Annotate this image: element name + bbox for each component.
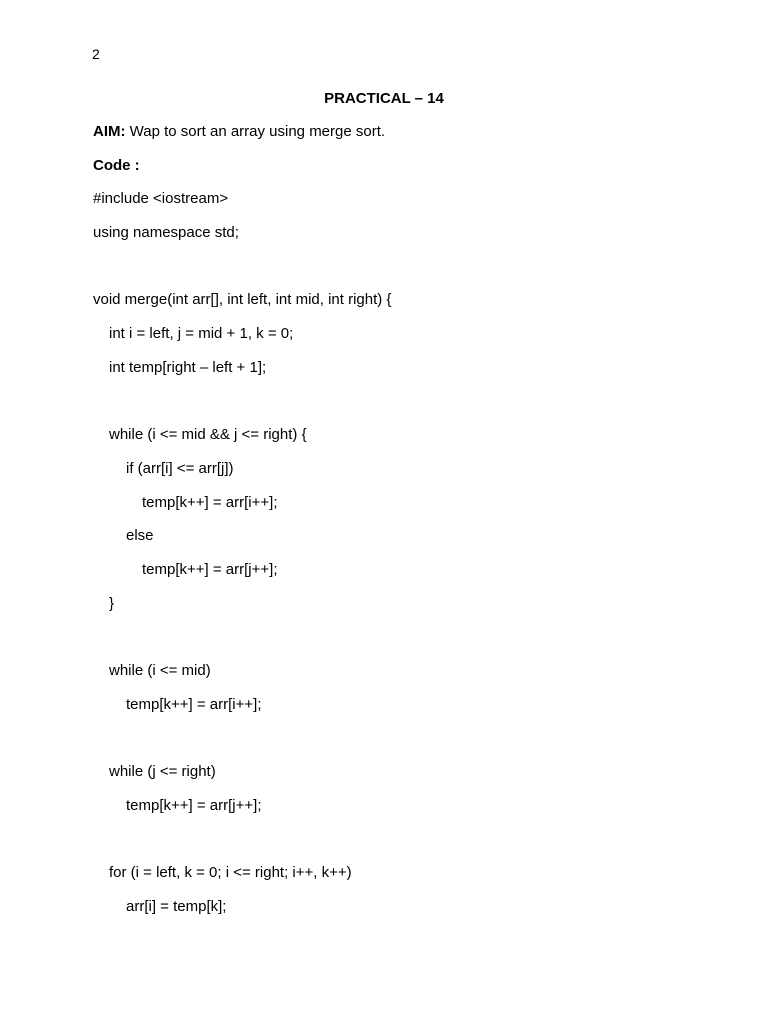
- code-line: int i = left, j = mid + 1, k = 0;: [109, 325, 294, 343]
- code-line: temp[k++] = arr[j++];: [142, 560, 278, 578]
- code-blank-line: [93, 257, 733, 291]
- document-body: [93, 122, 733, 931]
- code-line: temp[k++] = arr[i++];: [126, 695, 262, 713]
- code-line: else: [126, 527, 154, 545]
- code-line: temp[k++] = arr[j++];: [126, 796, 262, 814]
- code-line: while (i <= mid): [109, 662, 211, 679]
- practical-title: [0, 89, 768, 109]
- code-blank-line: [93, 829, 733, 863]
- code-line: arr[i] = temp[k];: [126, 897, 227, 915]
- code-line: while (i <= mid && j <= right) {: [109, 426, 307, 444]
- code-line: }: [109, 594, 115, 612]
- page-number: 2: [92, 46, 100, 62]
- code-line: while (j <= right): [109, 763, 216, 781]
- code-block: [93, 189, 733, 930]
- code-line: void merge(int arr[], int left, int mid, int right) {: [93, 291, 392, 309]
- code-blank-line: [93, 627, 733, 661]
- practical-title-text: PRACTICAL – 14: [324, 90, 444, 107]
- code-blank-line: [93, 728, 733, 762]
- code-line: #include <iostream>: [93, 190, 229, 208]
- code-label: Code :: [93, 156, 140, 174]
- code-line: for (i = left, k = 0; i <= right; i++, k++): [109, 864, 352, 882]
- aim-text: Wap to sort an array using merge sort.: [125, 123, 386, 140]
- aim-label: AIM:: [93, 123, 126, 140]
- code-blank-line: [93, 392, 733, 426]
- code-line: using namespace std;: [93, 224, 239, 242]
- code-line: int temp[right – left + 1];: [109, 358, 267, 376]
- code-line: if (arr[i] <= arr[j]): [126, 459, 234, 477]
- code-line: temp[k++] = arr[i++];: [142, 493, 278, 511]
- aim-line: [93, 122, 733, 156]
